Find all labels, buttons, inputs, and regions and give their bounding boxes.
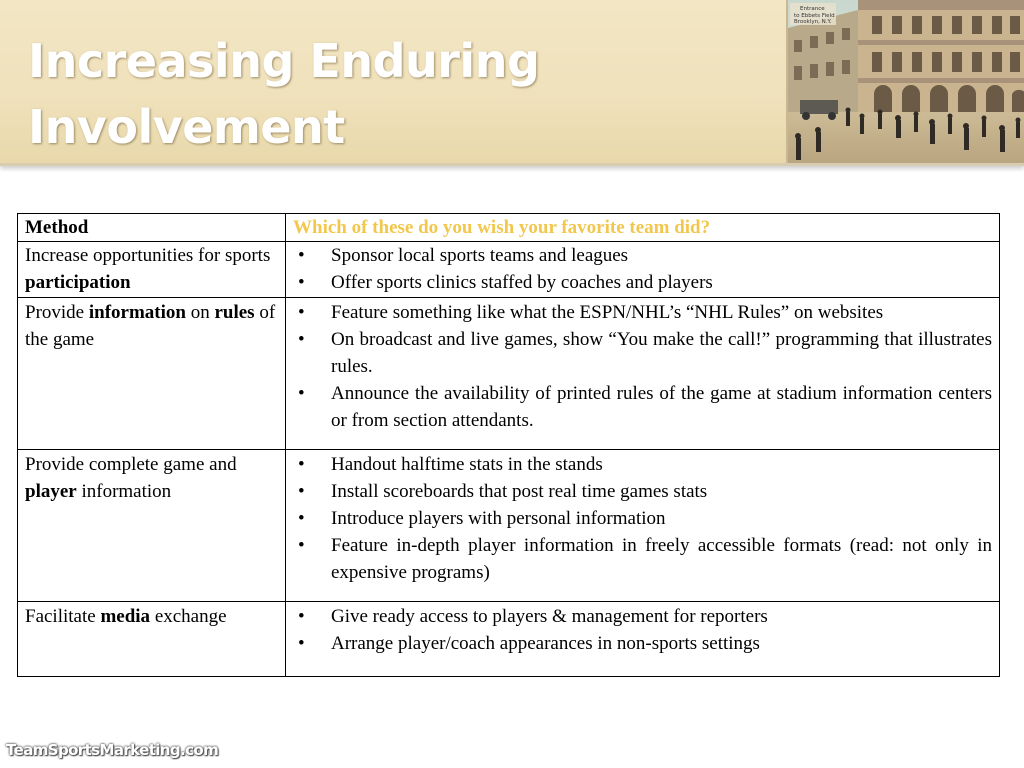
method-text: exchange bbox=[150, 606, 227, 627]
slide-title-line-2: Involvement bbox=[28, 100, 345, 154]
photo-caption-line-1: Entrance bbox=[800, 6, 825, 12]
method-cell bbox=[18, 242, 286, 298]
method-text: Provide complete game and bbox=[25, 454, 237, 475]
actions-cell bbox=[286, 450, 1000, 602]
actions-cell bbox=[286, 602, 1000, 677]
action-item: • Introduce players with personal information bbox=[331, 505, 992, 532]
ballpark-photo bbox=[786, 0, 1024, 163]
action-item: • Arrange player/coach appearances in non-sports settings bbox=[331, 630, 992, 657]
actions-cell bbox=[286, 242, 1000, 298]
method-cell bbox=[18, 298, 286, 450]
table-row bbox=[18, 242, 1000, 298]
photo-caption-line-3: Brooklyn, N.Y. bbox=[794, 19, 832, 25]
site-watermark: TeamSportsMarketing.com bbox=[6, 741, 219, 759]
action-item: • Feature something like what the ESPN/NHL’s “NHL Rules” on websites bbox=[331, 299, 992, 326]
method-column-header: Method bbox=[18, 214, 286, 242]
table-row bbox=[18, 298, 1000, 450]
question-column-header: Which of these do you wish your favorite team did? bbox=[286, 214, 1000, 242]
method-keyword: participation bbox=[25, 272, 131, 293]
method-text: Facilitate bbox=[25, 606, 101, 627]
method-cell bbox=[18, 602, 286, 677]
action-list bbox=[293, 242, 992, 296]
method-keyword: rules bbox=[214, 302, 255, 323]
table-row bbox=[18, 602, 1000, 677]
involvement-methods-table bbox=[17, 213, 1000, 677]
action-item: • Give ready access to players & management for reporters bbox=[331, 603, 992, 630]
method-text: Provide bbox=[25, 302, 89, 323]
ballpark-photo-illustration bbox=[788, 0, 1024, 163]
actions-cell bbox=[286, 298, 1000, 450]
action-item: • Handout halftime stats in the stands bbox=[331, 451, 992, 478]
method-text: Increase opportunities for sports bbox=[25, 245, 271, 266]
action-list bbox=[293, 299, 992, 434]
method-cell bbox=[18, 450, 286, 602]
slide-header bbox=[0, 0, 1024, 166]
action-item: • Sponsor local sports teams and leagues bbox=[331, 242, 992, 269]
method-keyword: information bbox=[88, 302, 186, 323]
method-text: information bbox=[76, 481, 172, 502]
slide-title-line-1: Increasing Enduring bbox=[28, 34, 540, 88]
method-text: of the game bbox=[25, 302, 276, 350]
method-keyword: media bbox=[100, 606, 151, 627]
photo-caption-line-2: to Ebbets Field bbox=[794, 13, 835, 19]
table-row bbox=[18, 450, 1000, 602]
action-item: • Announce the availability of printed rules of the game at stadium information centers or from section attendants. bbox=[331, 380, 992, 434]
action-item: • Offer sports clinics staffed by coaches and players bbox=[331, 269, 992, 296]
action-item: • Install scoreboards that post real time games stats bbox=[331, 478, 992, 505]
slide-title bbox=[28, 28, 768, 160]
action-list bbox=[293, 603, 992, 657]
table-header-row bbox=[18, 214, 1000, 242]
method-text: on bbox=[185, 302, 215, 323]
action-list bbox=[293, 451, 992, 586]
action-item: • Feature in-depth player information in freely accessible formats (read: not only in expensive programs) bbox=[331, 532, 992, 586]
method-keyword: player bbox=[25, 481, 77, 502]
action-item: • On broadcast and live games, show “You make the call!” programming that illustrates rules. bbox=[331, 326, 992, 380]
